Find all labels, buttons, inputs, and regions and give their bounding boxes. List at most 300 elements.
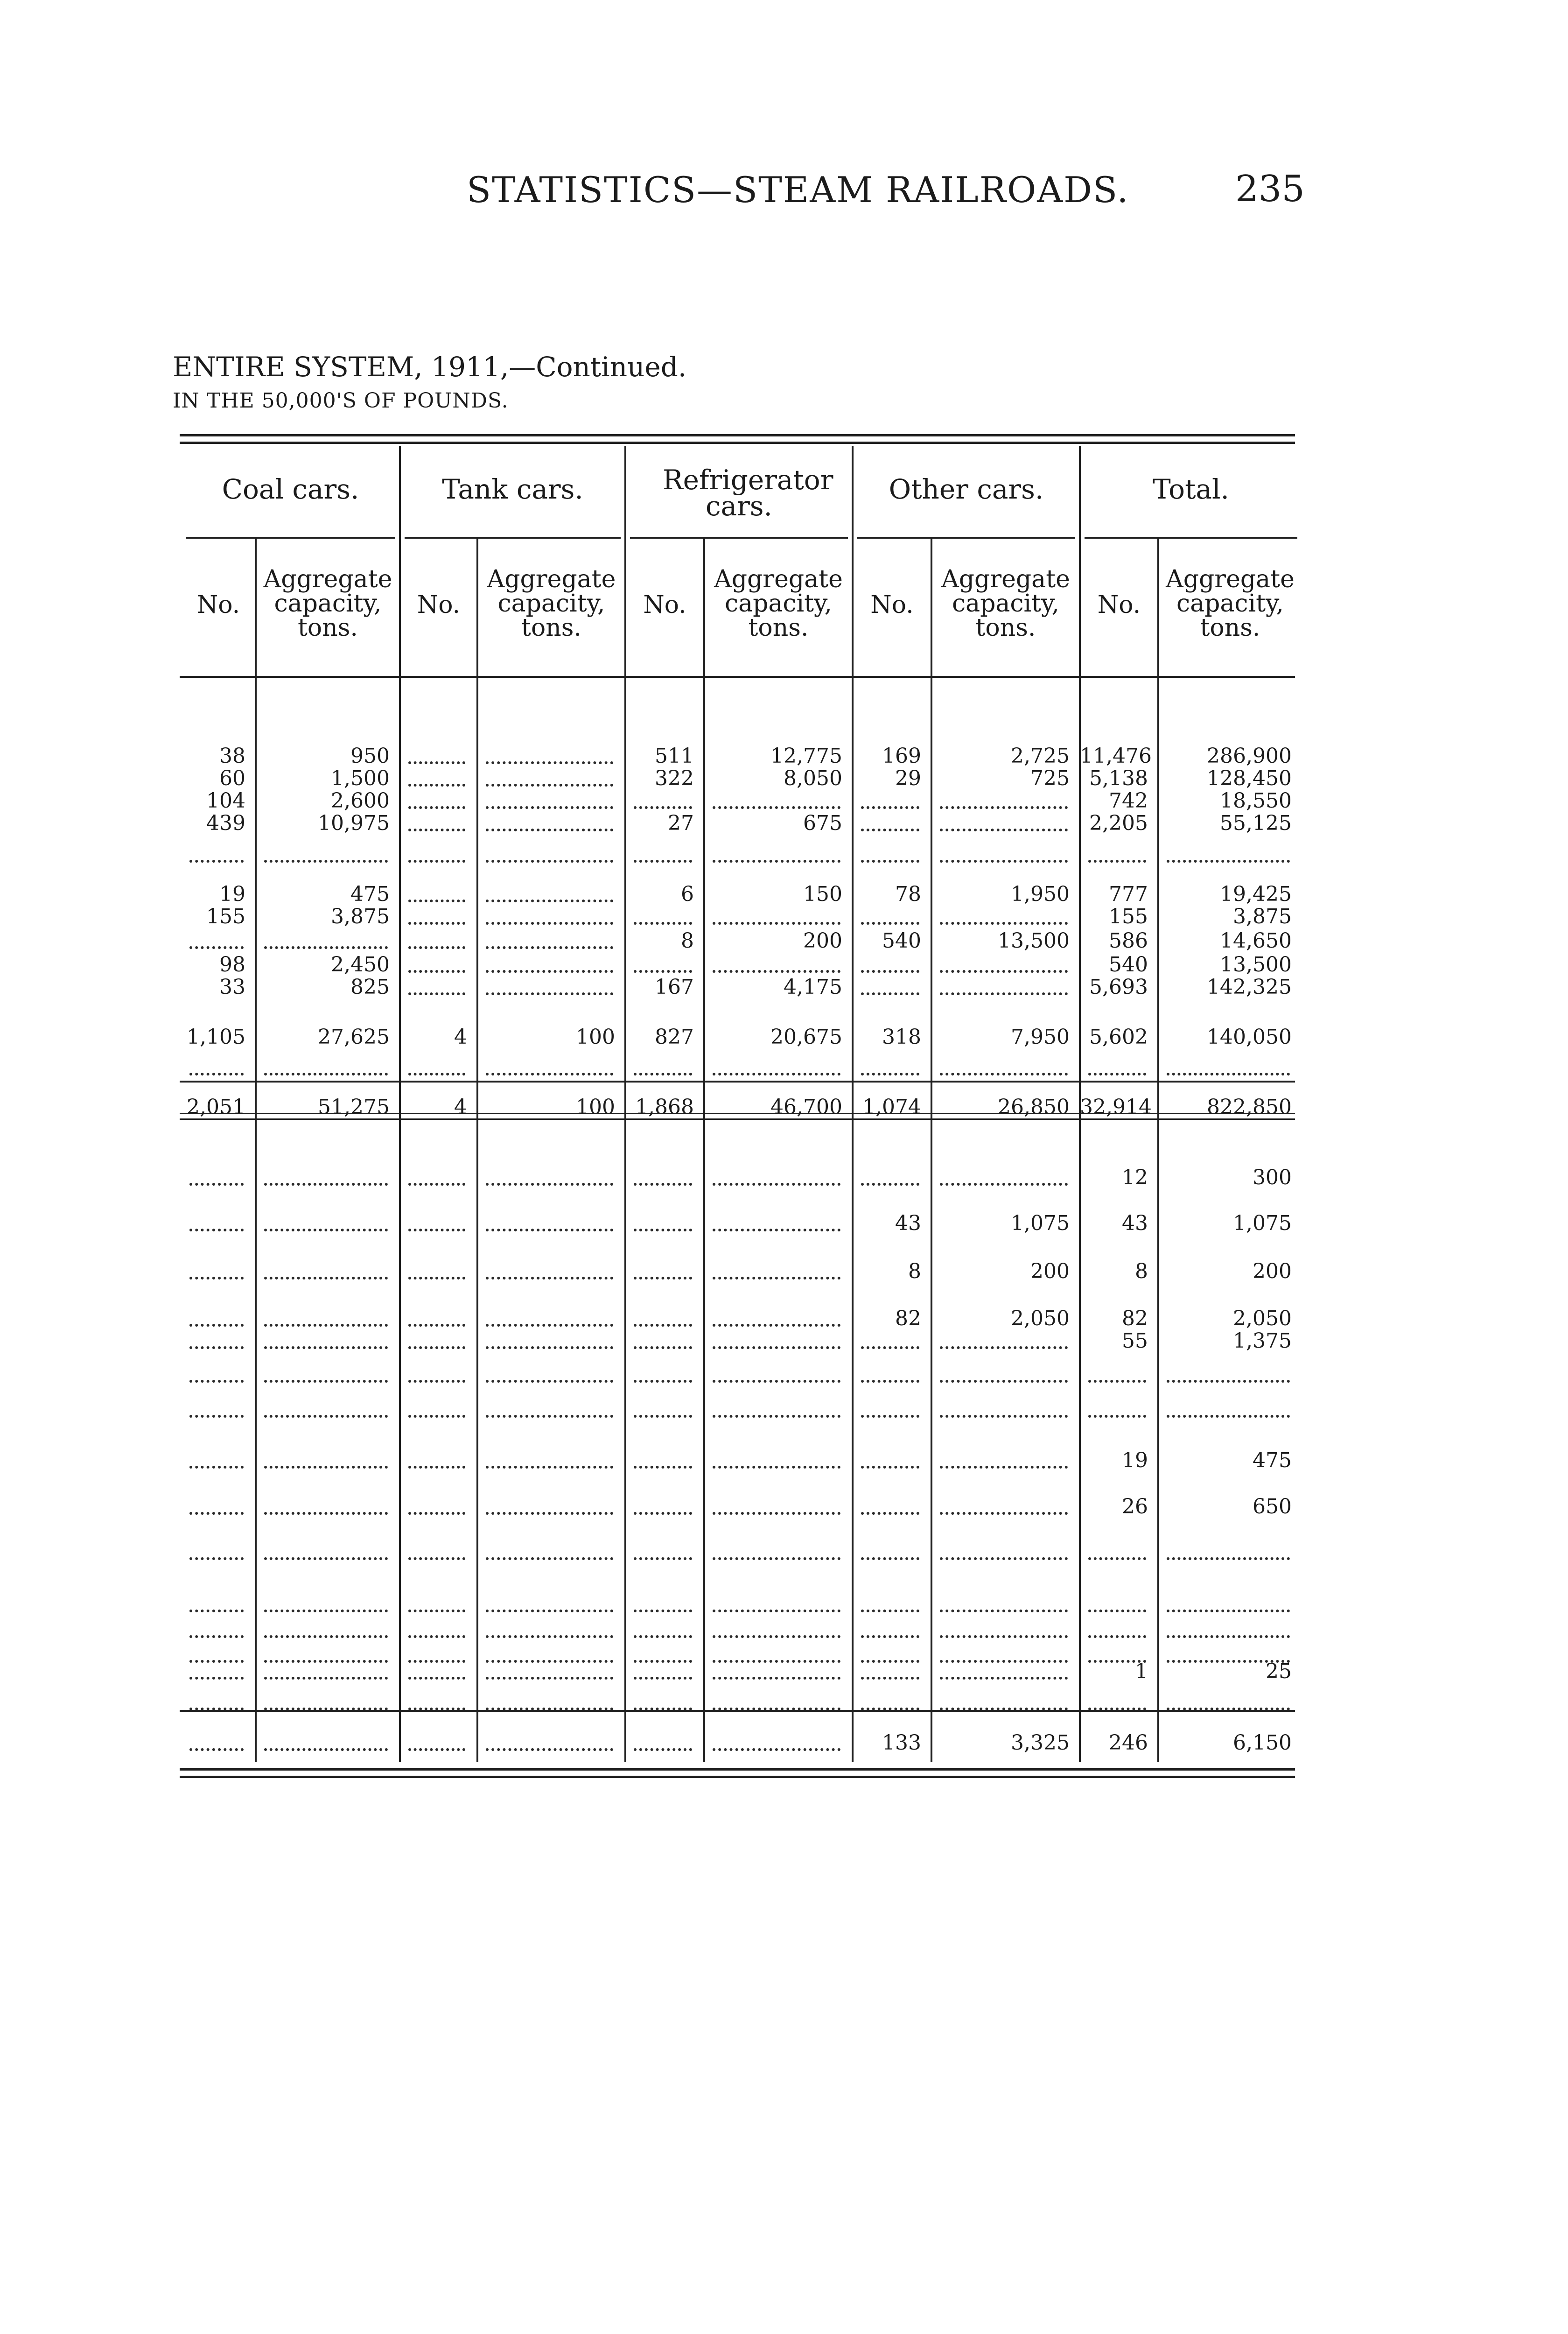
dot-leader (486, 1183, 613, 1186)
aggregate-capacity-subheader: Aggregate capacity, tons. (487, 565, 616, 642)
column-divider-line (931, 539, 932, 1762)
dot-leader (264, 860, 388, 863)
table-cell: 46,700 (770, 1095, 842, 1119)
table-cell: 19,425 (1220, 882, 1292, 906)
page-header: STATISTICS—STEAM RAILROADS. (467, 169, 1129, 211)
table-cell: 4,175 (784, 975, 842, 999)
dot-leader (634, 1380, 692, 1383)
dot-leader (486, 1557, 613, 1560)
dot-leader (264, 1610, 388, 1612)
dot-leader (1167, 860, 1290, 863)
table-cell: 950 (350, 744, 390, 768)
table-caption: ENTIRE SYSTEM, 1911,—Continued. (173, 351, 687, 383)
table-cell: 78 (895, 882, 921, 906)
table-cell: 3,325 (1011, 1731, 1070, 1755)
table-bottom-rule (180, 1768, 1295, 1771)
dot-leader (634, 1229, 692, 1231)
dot-leader (634, 1635, 692, 1638)
dot-leader (713, 1277, 840, 1279)
dot-leader (861, 992, 919, 995)
table-cell: 60 (219, 766, 245, 790)
dot-leader (861, 1677, 919, 1680)
dot-leader (264, 1660, 388, 1663)
table-cell: 27,625 (318, 1025, 390, 1049)
group-header-underline (1085, 537, 1297, 539)
table-cell: 142,325 (1207, 975, 1292, 999)
table-cell: 742 (1109, 789, 1148, 813)
dot-leader (408, 1557, 465, 1560)
dot-leader (940, 1677, 1068, 1680)
table-cell: 4 (454, 1095, 467, 1119)
table-cell: 1 (1135, 1659, 1148, 1683)
table-cell: 18,550 (1220, 789, 1292, 813)
dot-leader (189, 1277, 244, 1279)
dot-leader (264, 1415, 388, 1418)
table-cell: 100 (576, 1095, 615, 1119)
dot-leader (408, 1635, 465, 1638)
no-subheader: No. (643, 591, 686, 619)
dot-leader (264, 1229, 388, 1231)
table-cell: 2,050 (1011, 1307, 1070, 1330)
group-header-underline (186, 537, 395, 539)
dot-leader (1167, 1708, 1290, 1710)
dot-leader (1088, 1380, 1146, 1383)
table-cell: 1,500 (331, 766, 390, 790)
dot-leader (861, 1610, 919, 1612)
dot-leader (940, 1557, 1068, 1560)
dot-leader (408, 1346, 465, 1349)
dot-leader (189, 1183, 244, 1186)
dot-leader (189, 1380, 244, 1383)
table-cell: 12 (1122, 1166, 1148, 1189)
column-group-header: Tank cars. (442, 473, 583, 505)
dot-leader (189, 1512, 244, 1515)
dot-leader (486, 1073, 613, 1076)
aggregate-capacity-subheader: Aggregate capacity, tons. (263, 565, 392, 642)
table-cell: 155 (206, 905, 245, 928)
dot-leader (408, 784, 465, 787)
dot-leader (486, 1660, 613, 1663)
dot-leader (264, 1346, 388, 1349)
dot-leader (264, 1324, 388, 1327)
dot-leader (1088, 1073, 1146, 1076)
dot-leader (264, 1677, 388, 1680)
dot-leader (189, 1346, 244, 1349)
dot-leader (486, 922, 613, 925)
table-cell: 2,205 (1089, 811, 1148, 835)
dot-leader (634, 922, 692, 925)
no-subheader: No. (417, 591, 461, 619)
dot-leader (713, 1346, 840, 1349)
dot-leader (861, 1183, 919, 1186)
no-subheader: No. (1097, 591, 1141, 619)
table-cell: 2,600 (331, 789, 390, 813)
dot-leader (634, 1346, 692, 1349)
dot-leader (634, 1073, 692, 1076)
table-cell: 300 (1253, 1166, 1292, 1189)
dot-leader (713, 1610, 840, 1612)
no-subheader: No. (196, 591, 240, 619)
column-group-header: Refrigerator cars. (663, 464, 833, 522)
dot-leader (486, 1708, 613, 1710)
dot-leader (713, 1466, 840, 1469)
dot-leader (408, 1073, 465, 1076)
dot-leader (486, 1748, 613, 1751)
dot-leader (634, 1557, 692, 1560)
group-header-underline (630, 537, 848, 539)
dot-leader (486, 1677, 613, 1680)
dot-leader (408, 860, 465, 863)
table-cell: 586 (1109, 929, 1148, 953)
dot-leader (634, 1677, 692, 1680)
dot-leader (861, 1466, 919, 1469)
page-number: 235 (1235, 168, 1305, 210)
dot-leader (408, 1183, 465, 1186)
table-cell: 1,375 (1233, 1329, 1292, 1353)
dot-leader (713, 1708, 840, 1710)
table-cell: 5,138 (1089, 766, 1148, 790)
dot-leader (634, 1512, 692, 1515)
dot-leader (408, 946, 465, 949)
dot-leader (1088, 860, 1146, 863)
table-cell: 26,850 (998, 1095, 1070, 1119)
dot-leader (408, 900, 465, 902)
dot-leader (940, 1466, 1068, 1469)
header-bottom-rule (180, 676, 1295, 678)
table-cell: 150 (803, 882, 842, 906)
dot-leader (408, 1660, 465, 1663)
dot-leader (940, 1512, 1068, 1515)
dot-leader (264, 1277, 388, 1279)
dot-leader (940, 1346, 1068, 1349)
dot-leader (486, 1380, 613, 1383)
dot-leader (713, 922, 840, 925)
table-cell: 8 (908, 1259, 921, 1283)
table-cell: 26 (1122, 1495, 1148, 1519)
dot-leader (713, 1748, 840, 1751)
table-cell: 12,775 (770, 744, 842, 768)
dot-leader (713, 1415, 840, 1418)
table-cell: 6 (681, 882, 694, 906)
dot-leader (1088, 1708, 1146, 1710)
table-cell: 8,050 (784, 766, 842, 790)
dot-leader (189, 1708, 244, 1710)
table-top-rule (180, 434, 1295, 436)
table-cell: 6,150 (1233, 1731, 1292, 1755)
dot-leader (634, 1324, 692, 1327)
dot-leader (189, 1229, 244, 1231)
table-cell: 725 (1030, 766, 1070, 790)
table-cell: 1,075 (1233, 1211, 1292, 1235)
dot-leader (408, 1380, 465, 1383)
dot-leader (408, 1708, 465, 1710)
table-cell: 43 (1122, 1211, 1148, 1235)
dot-leader (486, 1610, 613, 1612)
dot-leader (486, 946, 613, 949)
dot-leader (713, 1324, 840, 1327)
dot-leader (408, 992, 465, 995)
dot-leader (634, 1415, 692, 1418)
table-cell: 104 (206, 789, 245, 813)
dot-leader (940, 1610, 1068, 1612)
dot-leader (861, 829, 919, 831)
table-cell: 13,500 (998, 929, 1070, 953)
table-cell: 322 (655, 766, 694, 790)
dot-leader (486, 992, 613, 995)
dot-leader (486, 1229, 613, 1231)
dot-leader (1167, 1415, 1290, 1418)
table-cell: 318 (882, 1025, 921, 1049)
dot-leader (1167, 1610, 1290, 1612)
table-cell: 777 (1109, 882, 1148, 906)
dot-leader (408, 970, 465, 973)
dot-leader (861, 1512, 919, 1515)
table-cell: 200 (803, 929, 842, 953)
table-cell: 2,050 (1233, 1307, 1292, 1330)
dot-leader (189, 860, 244, 863)
dot-leader (264, 1466, 388, 1469)
dot-leader (486, 1635, 613, 1638)
table-cell: 19 (219, 882, 245, 906)
dot-leader (634, 860, 692, 863)
dot-leader (486, 784, 613, 787)
dot-leader (940, 1183, 1068, 1186)
dot-leader (486, 761, 613, 764)
column-divider-line (703, 539, 705, 1762)
dot-leader (861, 806, 919, 809)
table-cell: 27 (668, 811, 694, 835)
table-cell: 822,850 (1207, 1095, 1292, 1119)
table-cell: 169 (882, 744, 921, 768)
dot-leader (713, 1073, 840, 1076)
dot-leader (408, 1512, 465, 1515)
dot-leader (408, 1610, 465, 1612)
dot-leader (408, 1229, 465, 1231)
dot-leader (634, 1610, 692, 1612)
dot-leader (861, 1557, 919, 1560)
subtotal-rule (180, 1081, 1295, 1083)
dot-leader (486, 970, 613, 973)
dot-leader (713, 860, 840, 863)
table-cell: 2,725 (1011, 744, 1070, 768)
dot-leader (408, 1277, 465, 1279)
dot-leader (264, 946, 388, 949)
table-cell: 7,950 (1011, 1025, 1070, 1049)
dot-leader (189, 1635, 244, 1638)
table-cell: 25 (1266, 1659, 1292, 1683)
dot-leader (634, 1277, 692, 1279)
dot-leader (1088, 1415, 1146, 1418)
dot-leader (189, 1748, 244, 1751)
dot-leader (486, 1415, 613, 1418)
table-cell: 33 (219, 975, 245, 999)
dot-leader (189, 1660, 244, 1663)
dot-leader (189, 1677, 244, 1680)
dot-leader (634, 806, 692, 809)
aggregate-capacity-subheader: Aggregate capacity, tons. (714, 565, 843, 642)
dot-leader (861, 1073, 919, 1076)
dot-leader (408, 829, 465, 831)
dot-leader (1088, 1557, 1146, 1560)
table-cell: 511 (655, 744, 694, 768)
dot-leader (486, 1466, 613, 1469)
dot-leader (408, 1677, 465, 1680)
dot-leader (408, 1466, 465, 1469)
dot-leader (189, 1557, 244, 1560)
group-header-underline (857, 537, 1075, 539)
dot-leader (486, 806, 613, 809)
table-cell: 2,051 (187, 1095, 245, 1119)
dot-leader (713, 1512, 840, 1515)
dot-leader (713, 1660, 840, 1663)
dot-leader (408, 1415, 465, 1418)
dot-leader (486, 1324, 613, 1327)
dot-leader (940, 1380, 1068, 1383)
table-cell: 540 (882, 929, 921, 953)
dot-leader (861, 1660, 919, 1663)
column-divider-line (1157, 539, 1159, 1762)
table-cell: 167 (655, 975, 694, 999)
table-cell: 5,693 (1089, 975, 1148, 999)
column-divider-line (255, 539, 257, 1762)
dot-leader (486, 1512, 613, 1515)
table-cell: 1,950 (1011, 882, 1070, 906)
table-cell: 43 (895, 1211, 921, 1235)
table-cell: 8 (1135, 1259, 1148, 1283)
table-cell: 3,875 (1233, 905, 1292, 928)
table-cell: 55 (1122, 1329, 1148, 1353)
table-cell: 1,075 (1011, 1211, 1070, 1235)
dot-leader (1167, 1635, 1290, 1638)
dot-leader (861, 1635, 919, 1638)
dot-leader (264, 1073, 388, 1076)
dot-leader (486, 1277, 613, 1279)
dot-leader (486, 829, 613, 831)
dot-leader (408, 806, 465, 809)
table-cell: 1,868 (635, 1095, 694, 1119)
table-cell: 128,450 (1207, 766, 1292, 790)
dot-leader (713, 806, 840, 809)
table-cell: 13,500 (1220, 953, 1292, 977)
dot-leader (634, 1708, 692, 1710)
dot-leader (940, 1660, 1068, 1663)
dot-leader (861, 1380, 919, 1383)
table-cell: 827 (655, 1025, 694, 1049)
dot-leader (713, 1557, 840, 1560)
dot-leader (861, 1415, 919, 1418)
dot-leader (861, 970, 919, 973)
dot-leader (940, 1073, 1068, 1076)
dot-leader (408, 1324, 465, 1327)
table-cell: 200 (1253, 1259, 1292, 1283)
dot-leader (264, 1748, 388, 1751)
column-divider-line (476, 539, 478, 1762)
table-cell: 82 (1122, 1307, 1148, 1330)
dot-leader (1088, 1635, 1146, 1638)
table-cell: 475 (1253, 1448, 1292, 1472)
dot-leader (713, 1380, 840, 1383)
dot-leader (486, 900, 613, 902)
aggregate-capacity-subheader: Aggregate capacity, tons. (1166, 565, 1295, 642)
table-cell: 20,675 (770, 1025, 842, 1049)
table-cell: 38 (219, 744, 245, 768)
dot-leader (264, 1708, 388, 1710)
dot-leader (486, 860, 613, 863)
dot-leader (940, 1415, 1068, 1418)
table-bottom-rule-2 (180, 1776, 1295, 1778)
table-cell: 140,050 (1207, 1025, 1292, 1049)
dot-leader (634, 1466, 692, 1469)
dot-leader (189, 1073, 244, 1076)
table-cell: 82 (895, 1307, 921, 1330)
table-cell: 650 (1253, 1495, 1292, 1519)
table-cell: 55,125 (1220, 811, 1292, 835)
column-group-header: Other cars. (889, 473, 1044, 505)
dot-leader (1167, 1073, 1290, 1076)
dot-leader (408, 761, 465, 764)
dot-leader (634, 1660, 692, 1663)
table-cell: 3,875 (331, 905, 390, 928)
table-cell: 19 (1122, 1448, 1148, 1472)
table-cell: 4 (454, 1025, 467, 1049)
dot-leader (713, 970, 840, 973)
table-cell: 10,975 (318, 811, 390, 835)
dot-leader (486, 1346, 613, 1349)
table-cell: 133 (882, 1731, 921, 1755)
dot-leader (264, 1183, 388, 1186)
dot-leader (264, 1557, 388, 1560)
dot-leader (1167, 1557, 1290, 1560)
dot-leader (189, 1415, 244, 1418)
table-cell: 1,074 (862, 1095, 921, 1119)
column-group-header: Coal cars. (222, 473, 359, 505)
dot-leader (713, 1229, 840, 1231)
dot-leader (861, 1346, 919, 1349)
table-cell: 29 (895, 766, 921, 790)
dot-leader (713, 1677, 840, 1680)
dot-leader (861, 922, 919, 925)
table-cell: 5,602 (1089, 1025, 1148, 1049)
dot-leader (264, 1380, 388, 1383)
dot-leader (634, 1748, 692, 1751)
dot-leader (1167, 1380, 1290, 1383)
dot-leader (189, 946, 244, 949)
dot-leader (940, 992, 1068, 995)
dot-leader (940, 970, 1068, 973)
dot-leader (634, 1183, 692, 1186)
group-header-underline (405, 537, 621, 539)
table-cell: 100 (576, 1025, 615, 1049)
dot-leader (189, 1610, 244, 1612)
table-cell: 825 (350, 975, 390, 999)
table-cell: 51,275 (318, 1095, 390, 1119)
dot-leader (940, 1708, 1068, 1710)
dot-leader (189, 1324, 244, 1327)
table-cell: 1,105 (187, 1025, 245, 1049)
table-cell: 675 (803, 811, 842, 835)
dot-leader (940, 806, 1068, 809)
table-cell: 475 (350, 882, 390, 906)
table-cell: 2,450 (331, 953, 390, 977)
table-cell: 98 (219, 953, 245, 977)
dot-leader (940, 1635, 1068, 1638)
table-top-rule-2 (180, 442, 1295, 444)
dot-leader (940, 922, 1068, 925)
dot-leader (861, 1708, 919, 1710)
dot-leader (264, 1512, 388, 1515)
table-cell: 540 (1109, 953, 1148, 977)
dot-leader (940, 860, 1068, 863)
